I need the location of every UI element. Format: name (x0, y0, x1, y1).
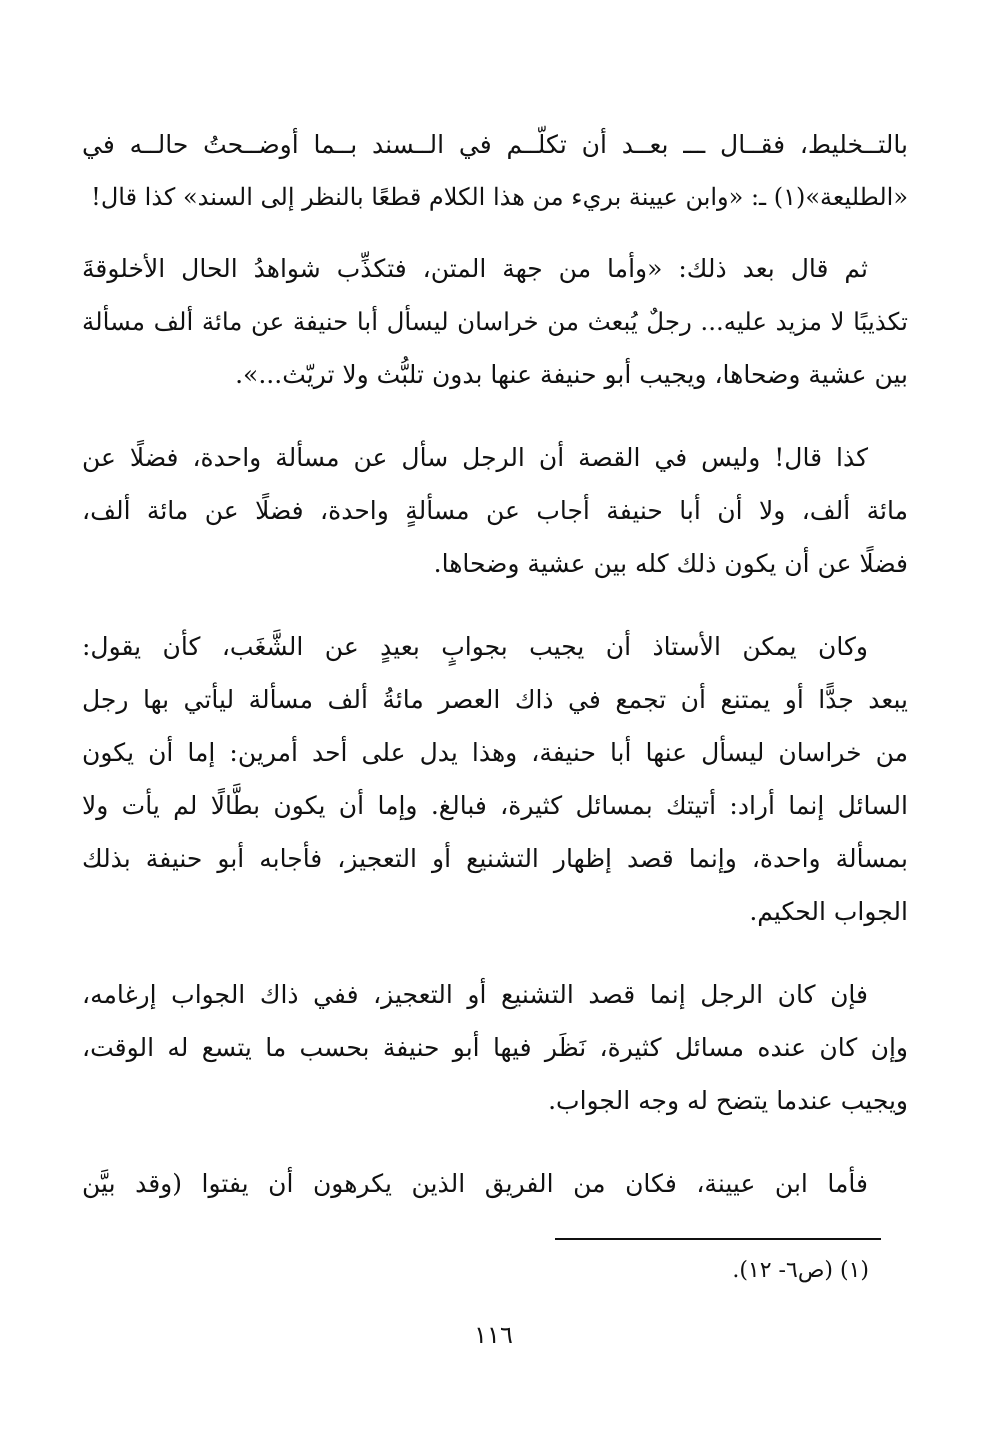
paragraph-5 (82, 968, 908, 1127)
text-line: وإن كان عنده مسائل كثيرة، نَظَر فيها أبو حنيفة بحسب ما يتسع له الوقت، (82, 1033, 908, 1062)
text-line: الجواب الحكيم. (749, 897, 908, 926)
text-line: تكذيبًا لا مزيد عليه... رجلٌ يُبعث من خراسان ليسأل أبا حنيفة عن مائة ألف مسألة (82, 307, 908, 336)
text-line: السائل إنما أراد: أتيتك بمسائل كثيرة، فبالغ. وإما أن يكون بطَّالًا لم يأت ولا (82, 791, 908, 820)
text-line: «الطليعة»(١) ـ: «وابن عيينة بريء من هذا الكلام قطعًا بالنظر إلى السند» كذا قال! (91, 183, 908, 211)
text-line: بين عشية وضحاها، ويجيب أبو حنيفة عنها بدون تلبُّث ولا تريّث...». (235, 360, 908, 389)
text-line: فضلًا عن أن يكون ذلك كله بين عشية وضحاها. (433, 549, 908, 578)
paragraph-4 (82, 620, 908, 938)
paragraph-6 (82, 1157, 908, 1210)
text-line: ثم قال بعد ذلك: «وأما من جهة المتن، فتكذِّب شواهدُ الحال الأخلوقةَ (82, 254, 868, 283)
text-line: فأما ابن عيينة، فكان من الفريق الذين يكرهون أن يفتوا (وقد بيَّن (82, 1169, 868, 1198)
text-line: مائة ألف، ولا أن أبا حنيفة أجاب عن مسألةٍ واحدة، فضلًا عن مائة ألف، (82, 496, 908, 525)
paragraph-1 (82, 118, 908, 224)
page-number: ١١٦ (474, 1321, 513, 1349)
paragraph-3 (82, 431, 908, 590)
text-line: بالتــخليط، فقــال ـــ بعــد أن تكلّــم في الــسند بــما أوضــحتُ حالــه في (82, 130, 908, 159)
text-line: وكان يمكن الأستاذ أن يجيب بجوابٍ بعيدٍ عن الشَّغَب، كأن يقول: (82, 632, 868, 661)
footnote: (١) (ص٦- ١٢). (732, 1258, 869, 1283)
main-text (82, 118, 908, 1210)
text-line: فإن كان الرجل إنما قصد التشنيع أو التعجيز، ففي ذاك الجواب إرغامه، (82, 980, 868, 1009)
text-line: من خراسان ليسأل عنها أبا حنيفة، وهذا يدل على أحد أمرين: إما أن يكون (82, 738, 908, 767)
footnote-divider (555, 1238, 881, 1240)
text-line: ويجيب عندما يتضح له وجه الجواب. (548, 1086, 908, 1115)
text-line: كذا قال! وليس في القصة أن الرجل سأل عن مسألة واحدة، فضلًا عن (82, 443, 868, 472)
text-line: يبعد جدًّا أو يمتنع أن تجمع في ذاك العصر مائةُ ألف مسألة ليأتي بها رجل (82, 685, 908, 714)
text-line: بمسألة واحدة، وإنما قصد إظهار التشنيع أو التعجيز، فأجابه أبو حنيفة بذلك (82, 844, 908, 873)
paragraph-2 (82, 242, 908, 401)
